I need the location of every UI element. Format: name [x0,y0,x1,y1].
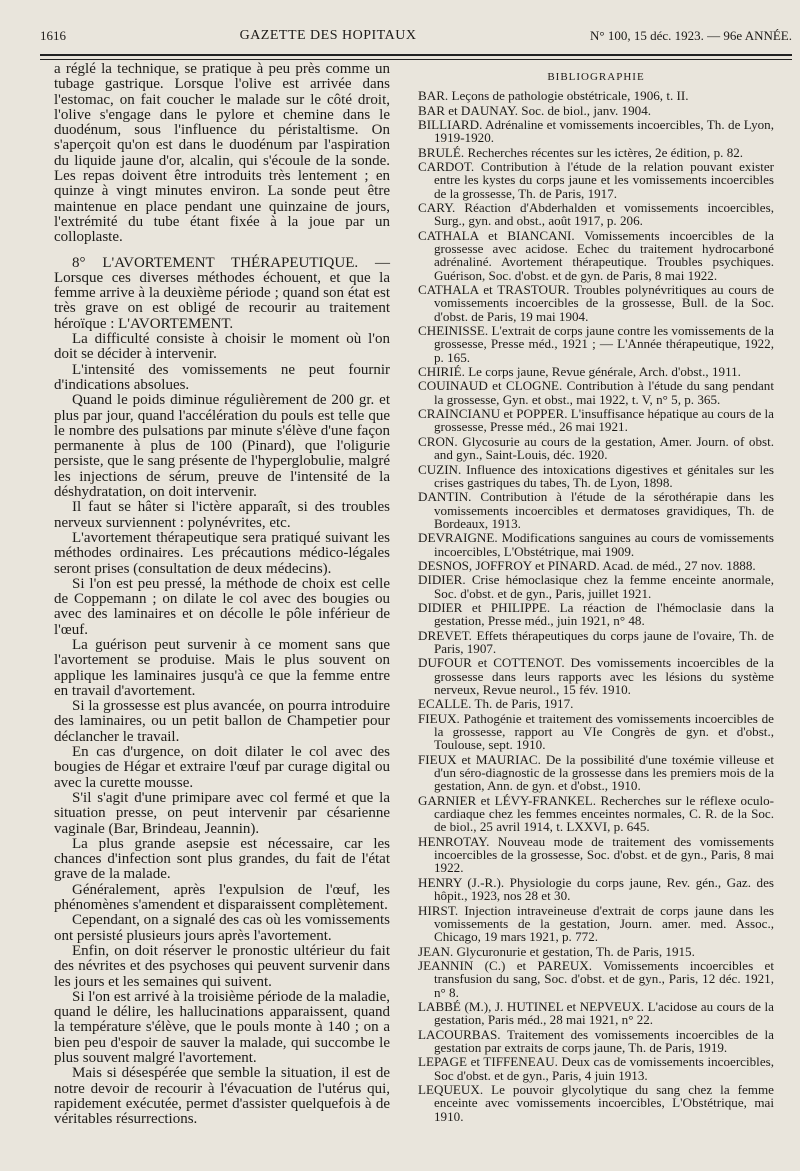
paragraph: Cependant, on a signalé des cas où les vomissements ont persisté plusieurs jours après l'avortement. [54,912,390,944]
bibliography-entry: GARNIER et LÉVY-FRANKEL. Recherches sur le réflexe oculo-cardiaque chez les femmes enceintes normales, C. R. de la Soc. de biol., 25 avril 1914, t. LXXVI, p. 645. [418,792,774,835]
bibliography-entry: CHEINISSE. L'extrait de corps jaune contre les vomissements de la grossesse, Presse méd., 1921 ; — L'Année thérapeutique, 1922, p. 165. [418,323,774,365]
paragraph: La plus grande asepsie est nécessaire, car les chances d'infection sont plus grandes, du fait de l'état grave de la malade. [54,835,390,883]
paragraph: Si la grossesse est plus avancée, on pourra introduire des laminaires, ou un petit ballon de Champetier pour déclancher le travail. [54,698,390,745]
bibliography-entry: FIEUX. Pathogénie et traitement des vomissements incoercibles de la grossesse, rapport au VIe Congrès de gyn. et d'obst., Toulouse, sept. 1910. [418,710,774,753]
paragraph: L'avortement thérapeutique sera pratiqué suivant les méthodes ordinaires. Les précautions médico-légales seront prises (consultation de deux médecins). [54,529,390,577]
paragraph: Quand le poids diminue régulièrement de 200 gr. et plus par jour, quand l'accélération du pouls est telle que le nombre des pulsations par minute s'élève d'une façon permanente à plus de 100 (Pinard), que l'oligurie persiste, que le sang présente de l'hyperglobulie, malgré les injections de sérum, preuve de l'intensité de la déshydratation, on doit intervenir. [54,392,390,501]
bibliography-entry: CHIRIÉ. Le corps jaune, Revue générale, Arch. d'obst., 1911. [418,364,741,380]
bibliography-entry: DANTIN. Contribution à l'étude de la sérothérapie dans les vomissements incoercibles et dermatoses gravidiques, Th. de Bordeaux, 1913. [418,489,774,531]
bibliography-entry: DEVRAIGNE. Modifications sanguines au cours de vomissements incoercibles, L'Obstétrique, mai 1909. [418,530,774,559]
bibliography-entry: CRON. Glycosurie au cours de la gestation, Amer. Journ. of obst. and gyn., Saint-Louis, déc. 1920. [418,433,774,463]
bibliography-title: BIBLIOGRAPHIE [547,71,645,83]
bibliography-entry: ECALLE. Th. de Paris, 1917. [418,696,574,712]
bibliography-entry: BILLIARD. Adrénaline et vomissements incoercibles, Th. de Lyon, 1919-1920. [418,116,774,146]
left-column-text [54,62,390,1127]
bibliography-entry: HIRST. Injection intraveineuse d'extrait de corps jaune dans les vomissements de la gestation, Journ. amer. med. Assoc., Chicago, 19 mars 1921, p. 772. [418,902,774,945]
paragraph: Généralement, après l'expulsion de l'œuf, les phénomènes s'amendent et disparaissent complètement. [54,881,390,914]
bibliography-entry: LACOURBAS. Traitement des vomissements incoercibles de la gestation par extraits de corps jaune, Th. de Paris, 1919. [418,1026,774,1055]
page-header [40,26,792,46]
paragraph: L'intensité des vomissements ne peut fournir d'indications absolues. [54,361,390,393]
paragraph: 8° L'AVORTEMENT THÉRAPEUTIQUE. — Lorsque ces diverses méthodes échouent, et que la femme arrive à la deuxième période ; quand son état est très grave on est obligé de recourir au traitement héroïque : L'AVORTEMENT. [54,254,390,332]
paragraph: La difficulté consiste à choisir le moment où l'on doit se décider à intervenir. [54,331,390,363]
bibliography-entry: CATHALA et BIANCANI. Vomissements incoercibles de la grossesse avec acidose. Echec du traitement hydrocarboné adrénaliné. Avortement thérapeutique. Troubles psychiques. Guérison, Soc. d'obst. et de gyn. de Paris, 8 mai 1922. [418,227,774,283]
bibliography-entry: LEQUEUX. Le pouvoir glycolytique du sang chez la femme enceinte avec vomissements incoercibles, L'Obstétrique, mai 1910. [418,1081,774,1124]
bibliography-entry: DIDIER. Crise hémoclasique chez la femme enceinte anormale, Soc. d'obst. et de gyn., Paris, juillet 1921. [418,572,774,601]
bibliography-entry: CARDOT. Contribution à l'étude de la relation pouvant exister entre les kystes du corps jaune et les vomissements incoercibles de la grossesse, Th. de Paris, 1917. [418,158,774,201]
bibliography-entry: HENROTAY. Nouveau mode de traitement des vomissements incoercibles de la grossesse, Soc. d'obst. et de gyn., Paris, 8 mai 1922. [418,833,774,876]
bibliography-entry: BAR et DAUNAY. Soc. de biol., janv. 1904. [418,102,652,118]
bibliography-entry: DESNOS, JOFFROY et PINARD. Acad. de méd., 27 nov. 1888. [418,557,756,573]
header-rule [40,54,792,56]
bibliography-entry: CARY. Réaction d'Abderhalden et vomissements incoercibles, Surg., gyn. and obst., août 1917, p. 206. [418,199,774,229]
bibliography-entry: JEAN. Glycuronurie et gestation, Th. de Paris, 1915. [418,943,695,959]
issue-info: N° 100, 15 déc. 1923. — 96e ANNÉE. [590,28,792,43]
bibliography-entry: JEANNIN (C.) et PAREUX. Vomissements incoercibles et transfusion du sang, Soc. d'obst. et de gyn., Paris, 12 déc. 1921, n° 8. [418,957,774,1000]
paragraph: Enfin, on doit réserver le pronostic ultérieur du fait des névrites et des psychoses qui peuvent survenir dans les jours et les semaines qui suivent. [54,942,390,990]
journal-title: GAZETTE DES HOPITAUX [239,28,417,43]
paragraph: a réglé la technique, se pratique à peu près comme un tubage gastrique. Lorsque l'olive est arrivée dans l'estomac, on fait coucher le malade sur le côté droit, l'olive s'engage dans le pylore et chemine dans le duodénum, sous l'influence du péristaltisme. On s'aperçoit qu'on est dans le duodénum par l'aspiration du liquide jaune d'or, alcalin, qui s'écoule de la sonde. Les repas doivent être introduits très lentement ; en quinze à vingt minutes environ. La sonde peut être maintenue en place pendant une quinzaine de jours, l'extrémité du tube étant fixée à la joue par un colloplaste. [54,61,390,246]
bibliography-entry: CATHALA et TRASTOUR. Troubles polynévritiques au cours de vomissements incoercibles de la grossesse, Bull. de la Soc. d'obst. de Paris, 19 mai 1904. [418,282,774,324]
bibliography-entry: LEPAGE et TIFFENEAU. Deux cas de vomissements incoercibles, Soc d'obst. et de gyn., Paris, 4 juin 1913. [418,1054,774,1083]
bibliography-entry: BRULÉ. Recherches récentes sur les ictères, 2e édition, p. 82. [418,144,744,160]
bibliography-entry: COUINAUD et CLOGNE. Contribution à l'étude du sang pendant la grossesse, Gyn. et obst., mai 1922, t. V, n° 5, p. 365. [418,378,774,407]
bibliography-list [418,89,774,1123]
header-rule-thin [40,59,792,60]
bibliography-entry: BAR. Leçons de pathologie obstétricale, 1906, t. II. [418,88,689,104]
bibliography-entry: DUFOUR et COTTENOT. Des vomissements incoercibles de la grossesse dans leurs rapports avec les lésions du système nerveux, Revue neurol., 15 fév. 1910. [418,655,774,697]
paragraph: En cas d'urgence, on doit dilater le col avec des bougies de Hégar et extraire l'œuf par curage digital ou avec la curette mousse. [54,744,390,791]
bibliography-entry: DREVET. Effets thérapeutiques du corps jaune de l'ovaire, Th. de Paris, 1907. [418,627,774,656]
bibliography-entry: CRAINCIANU et POPPER. L'insuffisance hépatique au cours de la grossesse, Presse méd., 26 mai 1921. [418,406,774,435]
paragraph: Il faut se hâter si l'ictère apparaît, si des troubles nerveux surviennent : polynévrites, etc. [54,499,390,531]
paragraph: S'il s'agit d'une primipare avec col fermé et que la situation presse, on peut intervenir par césarienne vaginale (Bar, Brindeau, Jeannin). [54,789,390,837]
bibliography-entry: DIDIER et PHILIPPE. La réaction de l'hémoclasie dans la gestation, Presse méd., juin 1921, n° 48. [418,599,774,629]
bibliography-entry: CUZIN. Influence des intoxications digestives et génitales sur les crises gastriques du tabes, Th. de Lyon, 1898. [418,461,774,490]
page-number: 1616 [40,28,66,43]
paragraph: Mais si désespérée que semble la situation, il est de notre devoir de recourir à l'évacuation de l'utérus qui, rapidement exécutée, permet d'assister quelquefois à de véritables résurrections. [54,1065,390,1128]
bibliography-entry: FIEUX et MAURIAC. De la possibilité d'une toxémie villeuse et d'un séro-diagnostic de la grossesse dans les premiers mois de la gestation, Ann. de gyn. et d'obst., 1910. [418,751,774,794]
bibliography-column [418,72,774,1124]
paragraph: Si l'on est arrivé à la troisième période de la maladie, quand le délire, les hallucinations apparaissent, quand la température s'élève, que le pouls monte à 140 ; on a bien peu d'espoir de sauver la malade, qui succombe le plus souvent malgré l'avortement. [54,988,391,1066]
paragraph: Si l'on est peu pressé, la méthode de choix est celle de Coppemann ; on dilate le col avec des bougies ou avec des laminaires et on décolle le pôle inférieur de l'œuf. [54,575,390,638]
bibliography-entry: HENRY (J.-R.). Physiologie du corps jaune, Rev. gén., Gaz. des hôpit., 1923, nos 28 et 30. [418,874,774,904]
paragraph: La guérison peut survenir à ce moment sans que l'avortement se produise. Mais le plus souvent on applique les laminaires jusqu'à ce que la femme entre en travail d'avortement. [54,636,390,699]
bibliography-entry: LABBÉ (M.), J. HUTINEL et NEPVEUX. L'acidose au cours de la gestation, Paris méd., 28 mai 1921, n° 22. [418,998,774,1028]
